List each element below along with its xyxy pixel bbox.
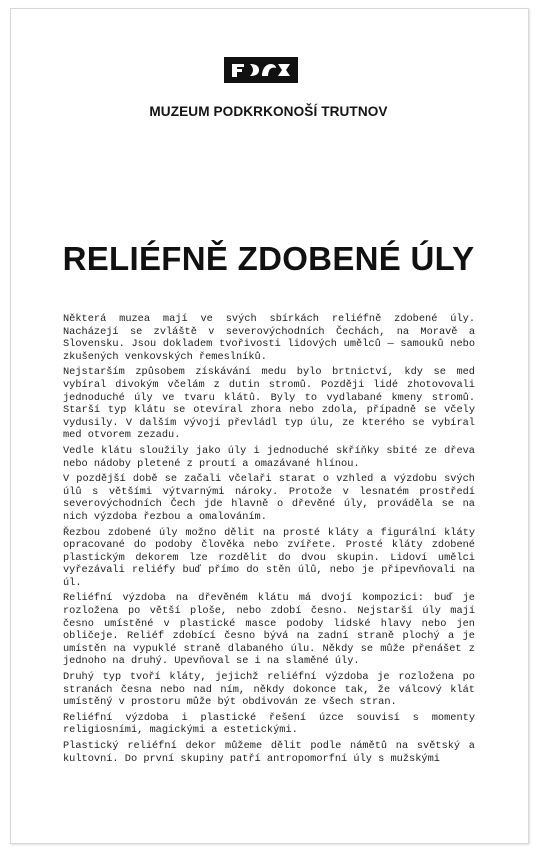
paragraph: Řezbou zdobené úly možno dělit na prosté kláty a figurální kláty opracované do podoby člověka nebo zvířete. Prosté kláty zdobené plastickým dekorem lze rozdělit do dvou skupin. Lidoví umělci vyřezávali reliéfy buď přímo do stěn úlů, nebo je připevňovali na úl.: [63, 526, 475, 589]
paragraph: Reliéfní výzdoba na dřevěném klátu má dvojí kompozici: buď je rozložena po větší ploše, nebo zdobí česno. Nejstarší úly mají česno umístěné v plastické masce podoby lidské hlavy nebo jen obličeje. Reliéf zdobící česno bývá na zadní straně plochý a je umístěn na vypuklé straně dlabaného úlu. Někdy se může přenášet z jednoho na druhý. Upevňoval se i na slaměné úly.: [63, 592, 475, 668]
museum-name: MUZEUM PODKRKONOŠÍ TRUTNOV: [149, 104, 388, 119]
page-title: RELIÉFNĚ ZDOBENÉ ÚLY: [62, 240, 475, 277]
paragraph: Vedle klátu sloužily jako úly i jednoduché skříňky sbité ze dřeva nebo nádoby pletené z proutí a omazávané hlínou.: [63, 444, 475, 470]
paragraph: V pozdější době se začali včelaři starat o vzhled a výzdobu svých úlů s většími výtvarnými nároky. Protože v lesnatém prostředí severovýchodních Čech jde hlavně o dřevěné úly, prováděla se na nich výzdoba řezbou a omalováním.: [63, 473, 475, 523]
paragraph: Reliéfní výzdoba i plastické řešení úzce souvisí s momenty religiosními, magickými a estetickými.: [63, 711, 475, 737]
paragraph: Plastický reliéfní dekor můžeme dělit podle námětů na světský a kultovní. Do první skupiny patří antropomorfní úly s mužskými: [63, 740, 475, 765]
paragraph: Některá muzea mají ve svých sbírkách reliéfně zdobené úly. Nacházejí se zvláště v severovýchodních Čechách, na Moravě a Slovensku. Jsou dokladem tvořivosti lidových umělců — samouků nebo zkušených venkovských řemeslníků.: [63, 313, 475, 363]
body-text: [63, 313, 475, 765]
paragraph: Nejstarším způsobem získávání medu bylo brtnictví, kdy se med vybíral divokým včelám z dutin stromů. Později lidé zhotovovali jednoduché úly ve tvaru klátů. Byly to vydlabané kmeny stromů. Starší typ klátu se otevíral zhora nebo zdola, případně se včely vydusily. V dalším vývoji převládl typ úlu, ze kterého se vybíral med otvorem zezadu.: [63, 366, 475, 442]
paragraph: Druhý typ tvoří kláty, jejichž reliéfní výzdoba je rozložena po stranách česna nebo nad ním, někdy dokonce tak, že válcový klát umístěný v prostoru může být obdivován ze všech stran.: [63, 671, 475, 709]
museum-logo-icon: [224, 57, 298, 83]
museum-emblem-icon: [228, 60, 294, 80]
